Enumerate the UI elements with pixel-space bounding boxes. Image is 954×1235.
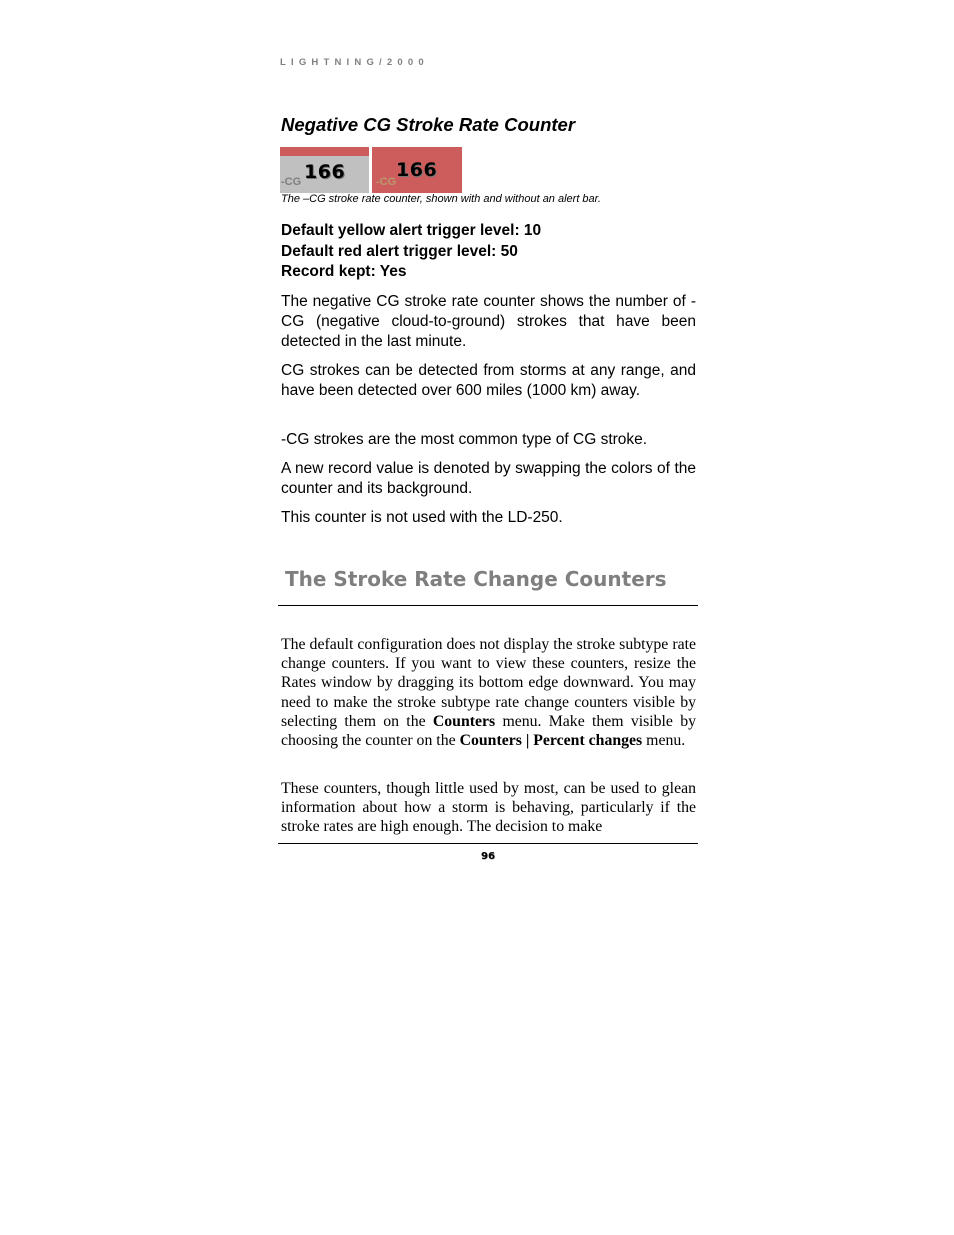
paragraph xyxy=(281,635,696,750)
footer-rule xyxy=(278,843,698,844)
page-number: 96 xyxy=(481,851,495,862)
paragraph: This counter is not used with the LD-250. xyxy=(281,509,563,526)
menu-name-counters: Counters xyxy=(432,712,496,730)
counter-figure xyxy=(280,147,470,193)
figure-caption: The –CG stroke rate counter, shown with and without an alert bar. xyxy=(281,193,601,205)
counter-tag: -CG xyxy=(376,176,397,188)
specs-block xyxy=(281,221,541,283)
counter-tag: -CG xyxy=(281,176,302,188)
section-title: Negative CG Stroke Rate Counter xyxy=(281,114,576,135)
spec-record-kept: Record kept: Yes xyxy=(281,263,407,280)
spec-yellow-level: Default yellow alert trigger level: 10 xyxy=(281,222,542,239)
counter-value: 166 xyxy=(396,159,438,181)
heading-rule xyxy=(278,605,698,606)
alert-bar xyxy=(280,147,369,156)
counter-without-alert-bar xyxy=(372,147,462,193)
paragraph: A new record value is denoted by swapping the colors of the counter and its background. xyxy=(281,460,696,497)
spec-red-level: Default red alert trigger level: 50 xyxy=(281,242,518,260)
paragraph: These counters, though little used by most, can be used to glean information about how a storm is behaving, particularly if the stroke rates are high enough. The decision to make xyxy=(281,780,696,836)
text-run: menu. Make them visible by choosing the counter on the xyxy=(281,712,697,750)
paragraph: CG strokes can be detected from storms at any range, and have been detected over 600 miles (1000 km) away. xyxy=(281,362,696,399)
counter-value: 166 xyxy=(304,161,346,183)
running-header: LIGHTNING/2000 xyxy=(280,57,429,68)
paragraph: The negative CG stroke rate counter shows the number of -CG (negative cloud-to-ground) strokes that have been detected in the last minute. xyxy=(281,293,696,350)
text-run: The default configuration does not display the stroke subtype rate change counters. If you want to view these counters, resize the Rates window by dragging its bottom edge downward. You may need to make the stroke subtype rate change counters visible by selecting them on the xyxy=(281,636,696,730)
counter-with-alert-bar xyxy=(280,147,369,193)
section-heading: The Stroke Rate Change Counters xyxy=(285,567,667,591)
paragraph: -CG strokes are the most common type of CG stroke. xyxy=(281,431,648,448)
menu-path-percent-changes: Counters | Percent changes xyxy=(459,732,643,750)
text-run: menu. xyxy=(642,732,686,750)
